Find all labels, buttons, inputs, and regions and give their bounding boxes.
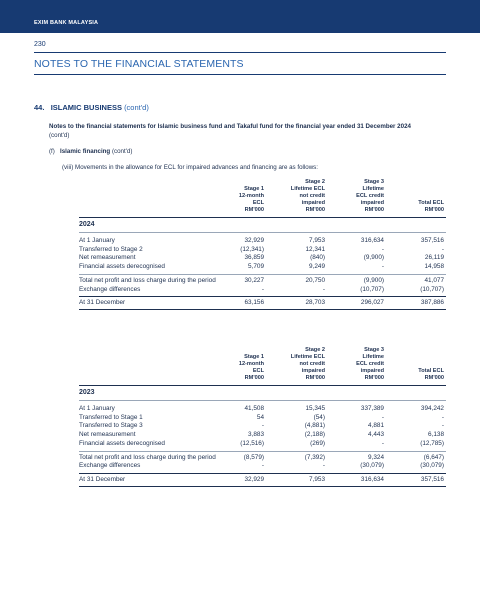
subtotal-rule bbox=[79, 451, 446, 452]
column-header-line: 12-month bbox=[238, 193, 264, 199]
row-label: Exchange differences bbox=[79, 285, 141, 293]
page-number: 230 bbox=[34, 41, 46, 48]
column-header-1 bbox=[239, 354, 264, 382]
table-year: 2023 bbox=[79, 389, 95, 396]
row-value-1: 32,929 bbox=[244, 475, 264, 483]
row-label: At 31 December bbox=[79, 475, 126, 483]
subtotal-row bbox=[79, 277, 446, 285]
row-value-3: - bbox=[381, 413, 384, 421]
row-value-3: 316,634 bbox=[360, 475, 384, 483]
row-value-3: 316,634 bbox=[360, 237, 384, 244]
row-value-1: (12,341) bbox=[240, 245, 264, 253]
subtotal-row bbox=[79, 462, 446, 470]
column-header-2 bbox=[291, 179, 325, 214]
column-header-3 bbox=[356, 347, 384, 382]
closing-bottom-rule bbox=[79, 486, 446, 487]
column-header-line: Total ECL bbox=[418, 368, 444, 374]
row-value-1: 63,156 bbox=[244, 299, 264, 307]
closing-top-rule bbox=[79, 296, 446, 297]
column-header-line: Lifetime bbox=[362, 186, 384, 192]
row-value-4: 26,119 bbox=[424, 254, 444, 262]
table-row bbox=[79, 237, 446, 245]
notes-heading bbox=[49, 123, 449, 140]
page-header-band bbox=[0, 0, 480, 33]
section-number: 44. bbox=[34, 103, 45, 112]
row-value-1: 5,709 bbox=[248, 263, 264, 271]
row-value-2: (54) bbox=[313, 413, 325, 421]
column-header-line: Stage 1 bbox=[244, 354, 264, 360]
column-header-line: RM'000 bbox=[305, 375, 325, 381]
column-header-line: Lifetime ECL bbox=[290, 354, 325, 360]
row-value-1: (12,516) bbox=[240, 439, 264, 447]
table-row bbox=[79, 440, 446, 448]
row-value-3: (10,707) bbox=[360, 285, 384, 293]
header-rule bbox=[79, 217, 446, 218]
column-header-3 bbox=[356, 179, 384, 214]
row-label: Transferred to Stage 3 bbox=[79, 422, 143, 430]
closing-bottom-rule bbox=[79, 309, 446, 310]
row-value-2: (2,188) bbox=[304, 431, 325, 439]
subsection-f bbox=[49, 148, 132, 155]
row-value-1: 32,929 bbox=[244, 237, 264, 244]
subtotal-rule bbox=[79, 274, 446, 275]
row-value-3: 4,443 bbox=[368, 431, 384, 439]
row-value-4: (6,647) bbox=[423, 453, 444, 461]
row-label: At 31 December bbox=[79, 299, 126, 307]
row-value-1: 30,227 bbox=[244, 276, 264, 284]
subtotal-row bbox=[79, 286, 446, 294]
column-header-line: impaired bbox=[360, 368, 384, 374]
column-header-line: RM'000 bbox=[424, 375, 444, 381]
row-value-2: (7,392) bbox=[304, 453, 325, 461]
column-header-line: RM'000 bbox=[305, 207, 325, 213]
table-row bbox=[79, 414, 446, 422]
column-header-line: ECL bbox=[252, 368, 264, 374]
row-value-4: 14,958 bbox=[424, 263, 444, 271]
column-header-line: 12-month bbox=[238, 361, 264, 367]
column-header-line: Stage 1 bbox=[244, 186, 264, 192]
column-header-line: RM'000 bbox=[364, 207, 384, 213]
page-title: NOTES TO THE FINANCIAL STATEMENTS bbox=[34, 58, 244, 70]
row-value-3: - bbox=[381, 263, 384, 271]
closing-row bbox=[79, 299, 446, 307]
row-value-4: (30,079) bbox=[420, 462, 444, 470]
column-header-1 bbox=[239, 186, 264, 214]
column-header-line: Stage 2 bbox=[305, 179, 325, 185]
title-bottom-rule bbox=[34, 74, 446, 75]
row-value-2: 12,341 bbox=[305, 245, 325, 253]
table-row bbox=[79, 254, 446, 262]
row-value-1: 3,883 bbox=[248, 431, 264, 439]
row-value-3: - bbox=[381, 439, 384, 447]
subsection-viii: (viii) Movements in the allowance for ECL for impaired advances and financing are as follows: bbox=[62, 164, 318, 171]
row-value-4: - bbox=[441, 245, 444, 253]
column-header-line: Stage 2 bbox=[305, 347, 325, 353]
column-header-line: not credit bbox=[299, 361, 325, 367]
column-header-line: Stage 3 bbox=[364, 347, 384, 353]
column-header-line: Total ECL bbox=[418, 200, 444, 206]
column-header-2 bbox=[291, 347, 325, 382]
row-label: Total net profit and loss charge during the period bbox=[79, 453, 216, 461]
section-heading bbox=[34, 103, 149, 112]
notes-heading-text: Notes to the financial statements for Islamic business fund and Takaful fund for the financial year ended 31 December 2024 bbox=[49, 123, 411, 130]
column-header-line: impaired bbox=[301, 200, 325, 206]
row-value-3: (9,900) bbox=[363, 254, 384, 262]
row-label: Transferred to Stage 1 bbox=[79, 413, 143, 421]
table-year: 2024 bbox=[79, 221, 95, 228]
column-header-line: ECL credit bbox=[356, 193, 384, 199]
row-value-3: 9,324 bbox=[368, 453, 384, 461]
subsection-f-title: Islamic financing bbox=[60, 148, 111, 155]
row-value-2: - bbox=[322, 285, 325, 293]
row-value-4: 394,242 bbox=[420, 405, 444, 412]
table-row bbox=[79, 431, 446, 439]
section-title: ISLAMIC BUSINESS bbox=[50, 103, 122, 112]
row-value-2: 9,249 bbox=[309, 263, 325, 271]
company-name: EXIM BANK MALAYSIA bbox=[34, 20, 99, 26]
column-header-line: RM'000 bbox=[424, 207, 444, 213]
row-value-3: 4,881 bbox=[368, 422, 384, 430]
row-label: Total net profit and loss charge during the period bbox=[79, 276, 216, 284]
column-header-line: Stage 3 bbox=[364, 179, 384, 185]
title-top-rule bbox=[34, 52, 446, 53]
subsection-f-cont: (cont'd) bbox=[111, 148, 133, 155]
header-rule bbox=[79, 385, 446, 386]
row-value-2: 7,953 bbox=[309, 475, 325, 483]
row-value-1: - bbox=[261, 462, 264, 470]
year-rule bbox=[79, 400, 446, 401]
closing-row bbox=[79, 476, 446, 484]
row-label: Financial assets derecognised bbox=[79, 439, 165, 447]
row-value-2: (269) bbox=[310, 439, 325, 447]
row-value-4: (12,785) bbox=[420, 439, 444, 447]
row-value-2: 15,345 bbox=[305, 405, 325, 412]
row-value-4: 357,516 bbox=[420, 237, 444, 244]
row-value-3: - bbox=[381, 245, 384, 253]
row-value-4: - bbox=[441, 422, 444, 430]
row-value-3: (30,079) bbox=[360, 462, 384, 470]
row-value-1: - bbox=[261, 285, 264, 293]
row-value-3: 296,027 bbox=[360, 299, 384, 307]
row-value-4: - bbox=[441, 413, 444, 421]
row-value-4: (10,707) bbox=[420, 285, 444, 293]
row-value-3: (9,900) bbox=[363, 276, 384, 284]
column-header-line: impaired bbox=[301, 368, 325, 374]
column-header-line: impaired bbox=[360, 200, 384, 206]
row-label: Net remeasurement bbox=[79, 431, 136, 439]
row-value-1: 36,859 bbox=[244, 254, 264, 262]
column-header-line: Lifetime bbox=[362, 354, 384, 360]
column-header-4 bbox=[418, 368, 444, 382]
row-value-3: 337,389 bbox=[360, 405, 384, 412]
table-row bbox=[79, 263, 446, 271]
notes-heading-cont: (cont'd) bbox=[49, 131, 70, 139]
row-label: Transferred to Stage 2 bbox=[79, 245, 143, 253]
column-header-line: RM'000 bbox=[364, 375, 384, 381]
row-label: At 1 January bbox=[79, 405, 115, 412]
subsection-f-label: (f) bbox=[49, 148, 55, 155]
subtotal-row bbox=[79, 454, 446, 462]
row-value-4: 6,138 bbox=[428, 431, 444, 439]
column-header-line: ECL bbox=[252, 200, 264, 206]
row-label: At 1 January bbox=[79, 237, 115, 244]
column-header-line: RM'000 bbox=[244, 375, 264, 381]
column-header-line: Lifetime ECL bbox=[290, 186, 325, 192]
closing-top-rule bbox=[79, 473, 446, 474]
row-value-4: 41,077 bbox=[424, 276, 444, 284]
table-row bbox=[79, 405, 446, 413]
row-value-1: 41,508 bbox=[244, 405, 264, 412]
row-value-2: - bbox=[322, 462, 325, 470]
column-header-line: ECL credit bbox=[356, 361, 384, 367]
row-label: Financial assets derecognised bbox=[79, 263, 165, 271]
row-value-4: 357,516 bbox=[420, 475, 444, 483]
section-cont: (cont'd) bbox=[124, 103, 149, 112]
row-value-2: (840) bbox=[310, 254, 325, 262]
column-header-line: not credit bbox=[299, 193, 325, 199]
row-value-2: 7,953 bbox=[309, 237, 325, 244]
row-label: Net remeasurement bbox=[79, 254, 136, 262]
row-value-1: (8,579) bbox=[243, 453, 264, 461]
row-value-2: (4,881) bbox=[304, 422, 325, 430]
year-rule bbox=[79, 232, 446, 233]
row-value-1: - bbox=[261, 422, 264, 430]
row-value-2: 28,703 bbox=[305, 299, 325, 307]
row-label: Exchange differences bbox=[79, 462, 141, 470]
row-value-2: 20,750 bbox=[305, 276, 325, 284]
column-header-line: RM'000 bbox=[244, 207, 264, 213]
table-row bbox=[79, 246, 446, 254]
table-row bbox=[79, 422, 446, 430]
row-value-1: 54 bbox=[256, 413, 264, 421]
column-header-4 bbox=[418, 200, 444, 214]
row-value-4: 387,886 bbox=[420, 299, 444, 307]
